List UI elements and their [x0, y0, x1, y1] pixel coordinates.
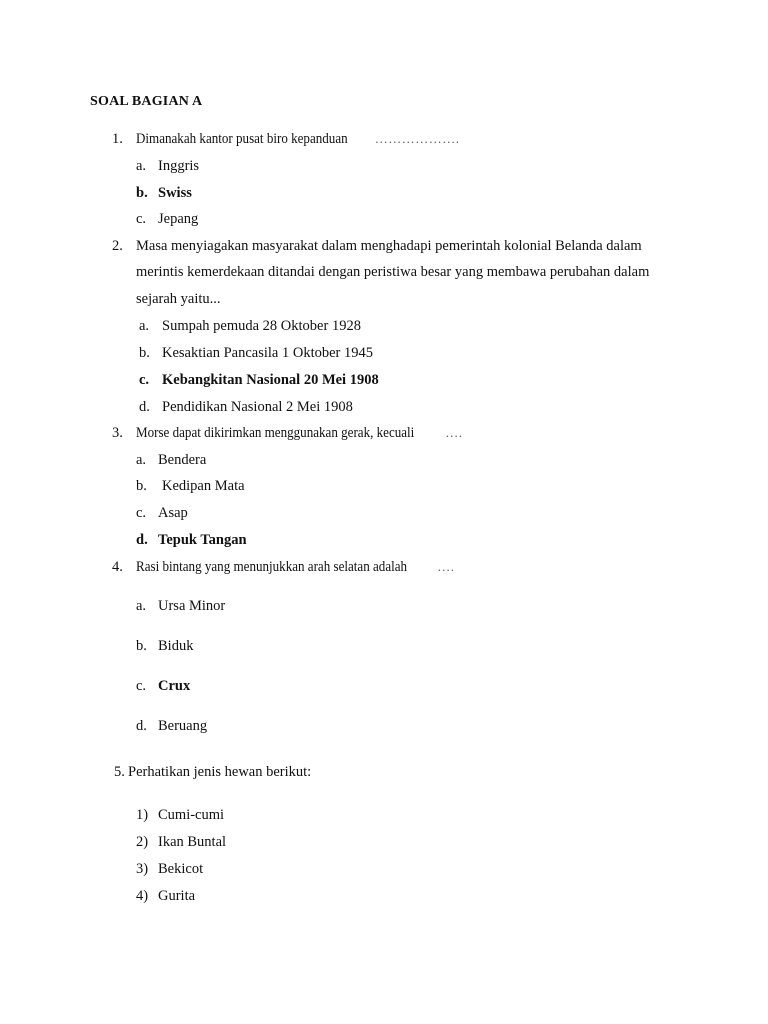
option-letter: d.	[136, 532, 148, 548]
question-text-line: Masa menyiagakan masyarakat dalam menghadapi pemerintah kolonial Belanda dalam	[136, 238, 642, 254]
option-text-answer: Swiss	[158, 185, 192, 201]
option-letter: c.	[136, 678, 147, 694]
question-text-line: merintis kemerdekaan ditandai dengan peristiwa besar yang membawa perubahan dalam	[136, 264, 650, 280]
item-number: 4)	[136, 888, 149, 904]
option-text: Inggris	[158, 158, 200, 174]
question-text: Morse dapat dikirimkan menggunakan gerak, kecuali ….	[136, 425, 463, 441]
question-text: Perhatikan jenis hewan berikut:	[128, 764, 312, 780]
option-letter: b.	[139, 345, 150, 361]
option-letter: a.	[139, 318, 150, 334]
question-text: Rasi bintang yang menunjukkan arah selatan adalah ….	[136, 559, 455, 575]
question-text: Dimanakah kantor pusat biro kepanduan ……………….	[136, 131, 460, 147]
option-text-answer: Kebangkitan Nasional 20 Mei 1908	[162, 372, 379, 388]
section-title: SOAL BAGIAN A	[90, 94, 203, 109]
item-text: Ikan Buntal	[158, 834, 227, 850]
option-letter: a.	[136, 598, 147, 614]
option-letter: b.	[136, 478, 147, 494]
option-text: Pendidikan Nasional 2 Mei 1908	[162, 399, 353, 415]
item-number: 3)	[136, 861, 149, 877]
option-letter: b.	[136, 638, 147, 654]
option-text: Ursa Minor	[158, 598, 226, 614]
option-text: Sumpah pemuda 28 Oktober 1928	[162, 318, 361, 334]
option-text: Kedipan Mata	[162, 478, 245, 494]
item-number: 2)	[136, 834, 149, 850]
option-letter: c.	[136, 211, 147, 227]
question-number: 5.	[114, 764, 125, 780]
question-number: 1.	[112, 131, 123, 147]
item-text: Gurita	[158, 888, 196, 904]
question-text-line: sejarah yaitu...	[136, 291, 221, 307]
option-letter: c.	[139, 372, 150, 388]
question-number: 4.	[112, 559, 123, 575]
option-letter: a.	[136, 452, 147, 468]
option-text: Beruang	[158, 718, 208, 734]
question-number: 2.	[112, 238, 123, 254]
option-text: Biduk	[158, 638, 194, 654]
option-text-answer: Crux	[158, 678, 191, 694]
item-number: 1)	[136, 807, 149, 823]
option-text-answer: Tepuk Tangan	[158, 532, 247, 548]
option-text: Jepang	[158, 211, 199, 227]
question-number: 3.	[112, 425, 123, 441]
option-letter: d.	[139, 399, 150, 415]
option-letter: d.	[136, 718, 147, 734]
item-text: Bekicot	[158, 861, 204, 877]
option-letter: b.	[136, 185, 148, 201]
option-text: Bendera	[158, 452, 207, 468]
option-letter: c.	[136, 505, 147, 521]
option-text: Kesaktian Pancasila 1 Oktober 1945	[162, 345, 374, 361]
option-letter: a.	[136, 158, 147, 174]
option-text: Asap	[158, 505, 188, 521]
item-text: Cumi-cumi	[158, 807, 225, 823]
